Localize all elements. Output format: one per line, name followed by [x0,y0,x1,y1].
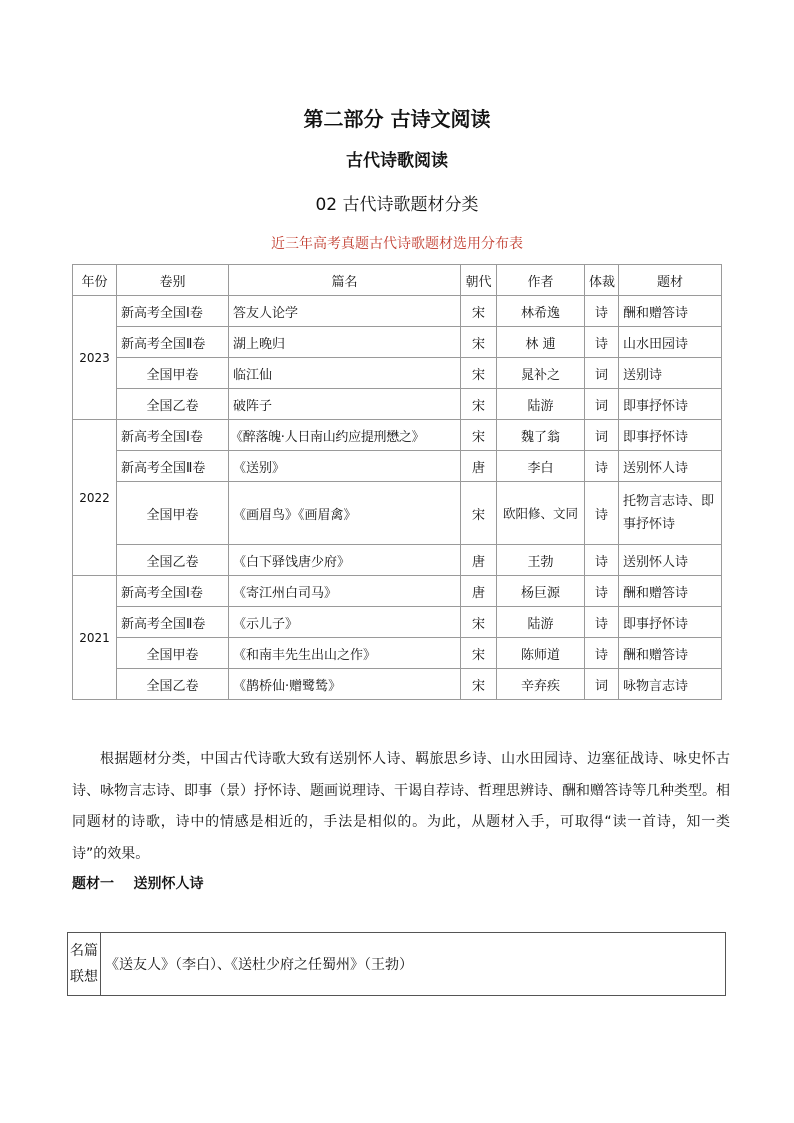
paper-cell: 全国乙卷 [117,389,229,420]
table-row [73,482,722,545]
author-cell: 林 逋 [497,327,585,358]
theme-cell: 送别怀人诗 [619,451,722,482]
dynasty-cell: 宋 [461,638,497,669]
title-cell: 湖上晚归 [229,327,461,358]
theme-cell: 即事抒怀诗 [619,389,722,420]
title-cell: 《白下驿饯唐少府》 [229,545,461,576]
author-cell: 欧阳修、文同 [497,482,585,545]
table-row [73,296,722,327]
theme-cell: 酬和赠答诗 [619,576,722,607]
title-cell: 答友人论学 [229,296,461,327]
title-cell: 《寄江州白司马》 [229,576,461,607]
theme-cell: 山水田园诗 [619,327,722,358]
title-cell: 《送别》 [229,451,461,482]
table-row [73,545,722,576]
paper-cell: 全国甲卷 [117,482,229,545]
header-year: 年份 [73,265,117,296]
related-works-box [67,932,726,996]
genre-cell: 诗 [585,296,619,327]
author-cell: 杨巨源 [497,576,585,607]
author-cell: 魏了翁 [497,420,585,451]
paper-cell: 全国甲卷 [117,638,229,669]
title-cell: 《画眉鸟》《画眉禽》 [229,482,461,545]
title-cell: 破阵子 [229,389,461,420]
table-row [73,638,722,669]
author-cell: 陆游 [497,389,585,420]
header-author: 作者 [497,265,585,296]
subheading: 题材一 送别怀人诗 [72,876,204,892]
table-row [73,420,722,451]
theme-cell: 送别诗 [619,358,722,389]
dynasty-cell: 唐 [461,576,497,607]
genre-cell: 诗 [585,482,619,545]
paper-cell: 新高考全国Ⅰ卷 [117,296,229,327]
paper-cell: 全国乙卷 [117,545,229,576]
year-cell: 2023 [73,296,117,420]
title-cell: 《和南丰先生出山之作》 [229,638,461,669]
dynasty-cell: 宋 [461,607,497,638]
header-genre: 体裁 [585,265,619,296]
title-cell: 《示儿子》 [229,607,461,638]
genre-cell: 词 [585,389,619,420]
table-caption: 近三年高考真题古代诗歌题材选用分布表 [271,236,523,252]
year-cell: 2021 [73,576,117,700]
theme-cell: 酬和赠答诗 [619,296,722,327]
paper-cell: 新高考全国Ⅰ卷 [117,420,229,451]
author-cell: 晁补之 [497,358,585,389]
poetry-distribution-table [72,264,722,700]
dynasty-cell: 唐 [461,545,497,576]
topic-title: 02 古代诗歌题材分类 [315,195,479,215]
table-row [73,389,722,420]
part-title: 第二部分 古诗文阅读 [303,107,491,131]
header-dynasty: 朝代 [461,265,497,296]
theme-cell: 即事抒怀诗 [619,420,722,451]
title-cell: 《醉落魄·人日南山约应提刑懋之》 [229,420,461,451]
genre-cell: 诗 [585,327,619,358]
header-title: 篇名 [229,265,461,296]
dynasty-cell: 宋 [461,669,497,700]
table-row [73,358,722,389]
genre-cell: 词 [585,669,619,700]
paper-cell: 新高考全国Ⅱ卷 [117,607,229,638]
title-cell: 《鹊桥仙·赠鹭鸶》 [229,669,461,700]
dynasty-cell: 宋 [461,389,497,420]
paper-cell: 新高考全国Ⅱ卷 [117,327,229,358]
header-theme: 题材 [619,265,722,296]
related-works-label: 名篇联想 [68,933,101,996]
theme-cell: 送别怀人诗 [619,545,722,576]
year-cell: 2022 [73,420,117,576]
table-row [73,576,722,607]
theme-cell: 托物言志诗、即事抒怀诗 [619,482,722,545]
author-cell: 辛弃疾 [497,669,585,700]
paper-cell: 全国乙卷 [117,669,229,700]
table-row [73,451,722,482]
author-cell: 陆游 [497,607,585,638]
genre-cell: 词 [585,358,619,389]
genre-cell: 诗 [585,451,619,482]
related-works-content: 《送友人》（李白）、《送杜少府之任蜀州》（王勃） [101,933,726,996]
theme-cell: 即事抒怀诗 [619,607,722,638]
table-header-row [73,265,722,296]
dynasty-cell: 宋 [461,296,497,327]
dynasty-cell: 唐 [461,451,497,482]
dynasty-cell: 宋 [461,358,497,389]
paper-cell: 全国甲卷 [117,358,229,389]
genre-cell: 词 [585,420,619,451]
table-row [73,607,722,638]
header-paper: 卷别 [117,265,229,296]
genre-cell: 诗 [585,576,619,607]
dynasty-cell: 宋 [461,327,497,358]
author-cell: 陈师道 [497,638,585,669]
genre-cell: 诗 [585,545,619,576]
dynasty-cell: 宋 [461,482,497,545]
paper-cell: 新高考全国Ⅰ卷 [117,576,229,607]
author-cell: 王勃 [497,545,585,576]
theme-cell: 咏物言志诗 [619,669,722,700]
author-cell: 李白 [497,451,585,482]
section-title: 古代诗歌阅读 [346,151,448,171]
dynasty-cell: 宋 [461,420,497,451]
genre-cell: 诗 [585,607,619,638]
paper-cell: 新高考全国Ⅱ卷 [117,451,229,482]
table-row [73,669,722,700]
title-cell: 临江仙 [229,358,461,389]
author-cell: 林希逸 [497,296,585,327]
table-row [73,327,722,358]
theme-cell: 酬和赠答诗 [619,638,722,669]
genre-cell: 诗 [585,638,619,669]
intro-paragraph: 根据题材分类，中国古代诗歌大致有送别怀人诗、羁旅思乡诗、山水田园诗、边塞征战诗、咏史怀古诗、咏物言志诗、即事（景）抒怀诗、题画说理诗、干谒自荐诗、哲理思辨诗、酬和赠答诗等几种类型。相同题材的诗歌，诗中的情感是相近的，手法是相似的。为此，从题材入手，可取得“读一首诗，知一类诗”的效果。 [72,751,730,862]
